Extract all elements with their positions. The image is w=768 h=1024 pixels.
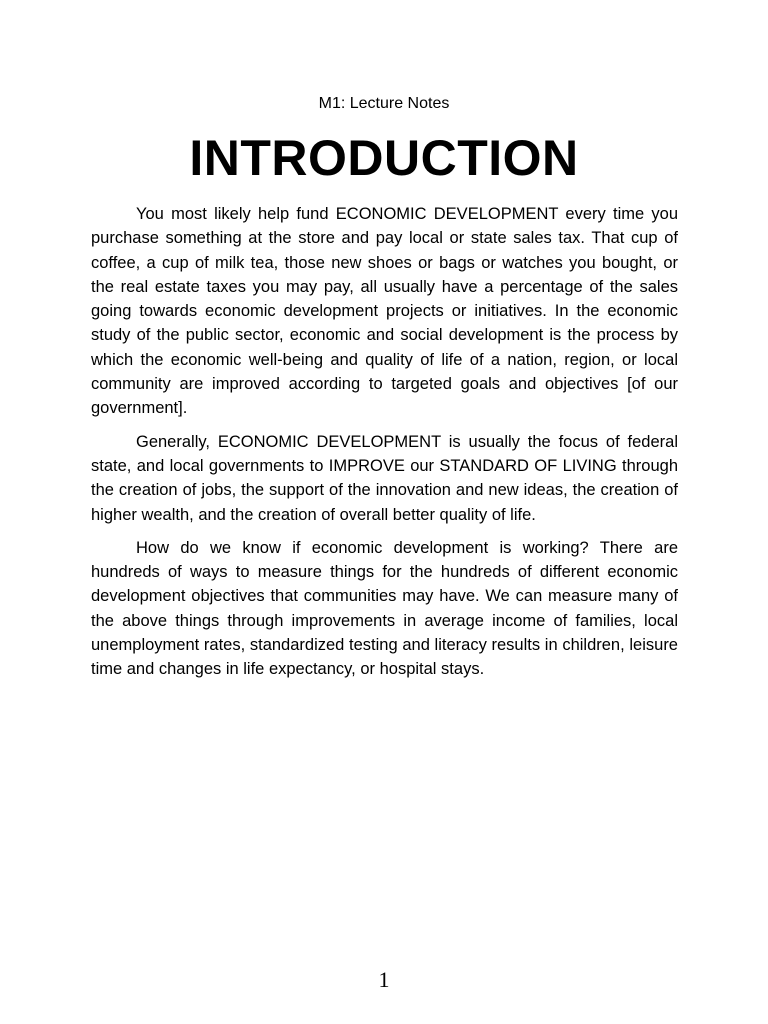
- body-text: [91, 202, 678, 691]
- page-title: INTRODUCTION: [189, 130, 579, 186]
- paragraph-government-focus: Generally, ECONOMIC DEVELOPMENT is usually the focus of federal state, and local governments to IMPROVE our STANDARD OF LIVING through the creation of jobs, the support of the innovation and new ideas, the creation of higher wealth, and the creation of overall better quality of life.: [91, 432, 678, 524]
- paragraph-measuring-development: How do we know if economic development is working? There are hundreds of ways to measure things for the hundreds of different economic development objectives that communities may have. We can measure many of the above things through improvements in average income of families, local unemployment rates, standardized testing and literacy results in children, leisure time and changes in life expectancy, or hospital stays.: [91, 538, 678, 679]
- lecture-notes-label: M1: Lecture Notes: [318, 95, 450, 112]
- paragraph-economic-development-funding: You most likely help fund ECONOMIC DEVELOPMENT every time you purchase something at the store and pay local or state sales tax. That cup of coffee, a cup of milk tea, those new shoes or bags or watches you bought, or the real estate taxes you may pay, all usually have a percentage of the sales going towards economic development projects or initiatives. In the economic study of the public sector, economic and social development is the process by which the economic well-being and quality of life of a nation, region, or local community are improved according to targeted goals and objectives [of our government].: [91, 205, 678, 418]
- page-number: 1: [378, 967, 390, 992]
